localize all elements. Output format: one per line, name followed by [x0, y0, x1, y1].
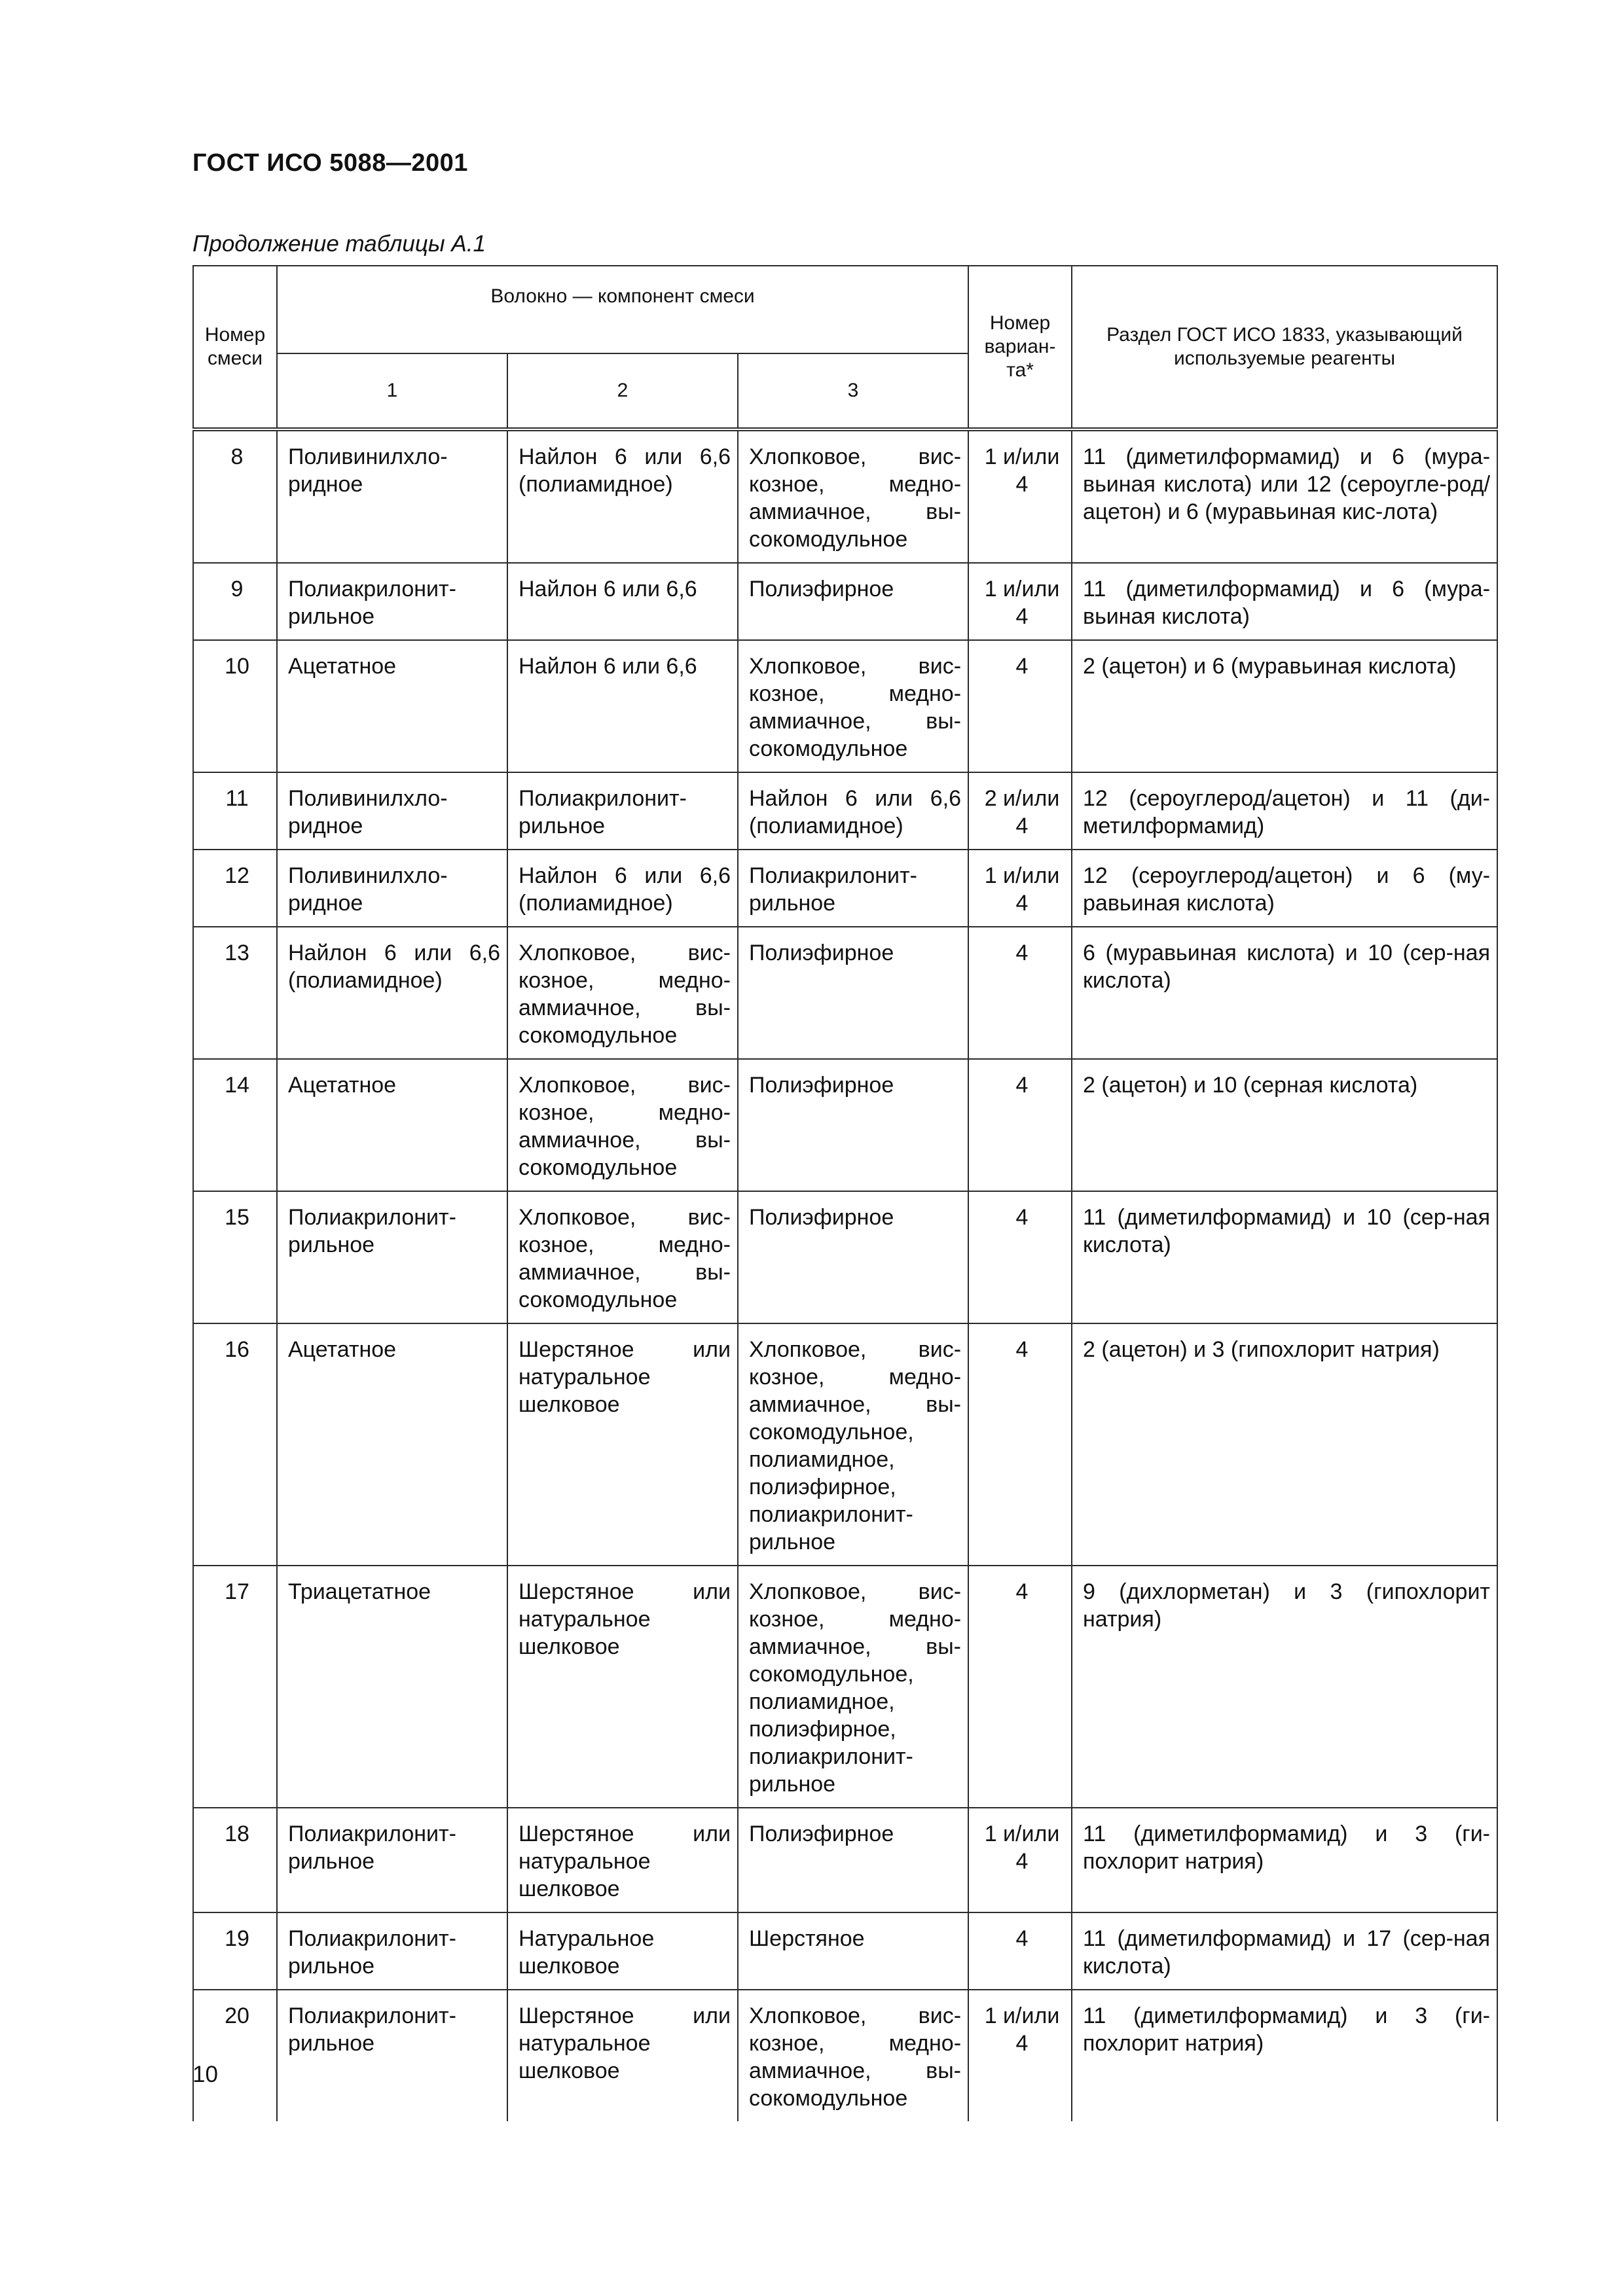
cell-mix-number: 14: [193, 1059, 277, 1191]
cell-fiber-1: Полиакрилонит-рильное: [277, 1808, 507, 1912]
page-number: 10: [192, 2062, 218, 2087]
cell-fiber-2: Хлопковое, вис-козное, медно-аммиачное, вы-сокомодульное: [507, 1059, 738, 1191]
header-col-2: 2: [507, 353, 738, 429]
cell-fiber-2: Полиакрилонит-рильное: [507, 772, 738, 850]
header-fiber-component: Волокно — компонент смеси: [277, 266, 968, 353]
cell-mix-number: 13: [193, 927, 277, 1059]
cell-mix-number: 19: [193, 1912, 277, 1990]
cell-mix-number: 11: [193, 772, 277, 850]
cell-fiber-1: Полиакрилонит-рильное: [277, 1191, 507, 1323]
cell-fiber-3: Хлопковое, вис-козное, медно-аммиачное, вы-сокомодульное, полиамидное, полиэфирное, полиакрилонит-рильное: [738, 1566, 968, 1808]
cell-section: 12 (сероуглерод/ацетон) и 11 (ди-метилформамид): [1072, 772, 1497, 850]
cell-fiber-3: Хлопковое, вис-козное, медно-аммиачное, вы-сокомодульное: [738, 640, 968, 772]
document-header: ГОСТ ИСО 5088—2001: [192, 149, 468, 177]
cell-section: 11 (диметилформамид) и 6 (мура-вьиная кислота) или 12 (сероугле-род/ацетон) и 6 (муравьиная кис-лота): [1072, 429, 1497, 563]
cell-variant: 1 и/или 4: [968, 850, 1072, 927]
cell-section: 12 (сероуглерод/ацетон) и 6 (му-равьиная кислота): [1072, 850, 1497, 927]
cell-fiber-3: Полиэфирное: [738, 1059, 968, 1191]
header-col-3: 3: [738, 353, 968, 429]
cell-mix-number: 15: [193, 1191, 277, 1323]
table-row: [193, 429, 1497, 563]
cell-section: 11 (диметилформамид) и 17 (сер-ная кислота): [1072, 1912, 1497, 1990]
cell-fiber-2: Шерстяное или натуральное шелковое: [507, 1323, 738, 1566]
cell-fiber-2: Шерстяное или натуральное шелковое: [507, 1808, 738, 1912]
table-row: [193, 1566, 1497, 1808]
cell-fiber-2: Хлопковое, вис-козное, медно-аммиачное, вы-сокомодульное: [507, 1191, 738, 1323]
cell-fiber-3: Шерстяное: [738, 1912, 968, 1990]
cell-fiber-1: Ацетатное: [277, 1323, 507, 1566]
cell-fiber-1: Найлон 6 или 6,6 (полиамидное): [277, 927, 507, 1059]
cell-variant: 4: [968, 927, 1072, 1059]
cell-variant: 4: [968, 1566, 1072, 1808]
cell-variant: 4: [968, 640, 1072, 772]
table-caption: Продолжение таблицы А.1: [192, 231, 486, 257]
cell-fiber-2: Найлон 6 или 6,6 (полиамидное): [507, 429, 738, 563]
fiber-mixture-table: [192, 265, 1498, 2121]
cell-fiber-1: Ацетатное: [277, 1059, 507, 1191]
cell-fiber-3: Полиэфирное: [738, 1808, 968, 1912]
cell-fiber-1: Поливинилхло-ридное: [277, 772, 507, 850]
header-section: Раздел ГОСТ ИСО 1833, указывающий используемые реагенты: [1072, 266, 1497, 429]
cell-variant: 2 и/или 4: [968, 772, 1072, 850]
cell-mix-number: 10: [193, 640, 277, 772]
cell-mix-number: 9: [193, 563, 277, 640]
cell-fiber-1: Поливинилхло-ридное: [277, 429, 507, 563]
cell-section: 2 (ацетон) и 10 (серная кислота): [1072, 1059, 1497, 1191]
table-row: [193, 772, 1497, 850]
cell-section: 2 (ацетон) и 3 (гипохлорит натрия): [1072, 1323, 1497, 1566]
cell-fiber-2: Найлон 6 или 6,6: [507, 640, 738, 772]
table-row: [193, 1059, 1497, 1191]
table-row: [193, 1191, 1497, 1323]
cell-fiber-2: Натуральное шелковое: [507, 1912, 738, 1990]
table-row: [193, 1912, 1497, 1990]
table-row: [193, 1808, 1497, 1912]
cell-fiber-3: Хлопковое, вис-козное, медно-аммиачное, вы-сокомодульное: [738, 429, 968, 563]
cell-fiber-1: Полиакрилонит-рильное: [277, 1912, 507, 1990]
cell-variant: 1 и/или 4: [968, 563, 1072, 640]
cell-variant: 1 и/или 4: [968, 1990, 1072, 2121]
cell-fiber-1: Полиакрилонит-рильное: [277, 563, 507, 640]
table-row: [193, 1323, 1497, 1566]
cell-fiber-2: Хлопковое, вис-козное, медно-аммиачное, вы-сокомодульное: [507, 927, 738, 1059]
cell-section: 11 (диметилформамид) и 3 (ги-похлорит натрия): [1072, 1990, 1497, 2121]
cell-section: 6 (муравьиная кислота) и 10 (сер-ная кислота): [1072, 927, 1497, 1059]
cell-fiber-3: Полиэфирное: [738, 563, 968, 640]
cell-fiber-3: Хлопковое, вис-козное, медно-аммиачное, вы-сокомодульное, полиамидное, полиэфирное, полиакрилонит-рильное: [738, 1323, 968, 1566]
cell-fiber-2: Шерстяное или натуральное шелковое: [507, 1990, 738, 2121]
cell-fiber-3: Полиэфирное: [738, 1191, 968, 1323]
cell-variant: 4: [968, 1059, 1072, 1191]
table-row: [193, 850, 1497, 927]
table-row: [193, 927, 1497, 1059]
cell-fiber-3: Полиэфирное: [738, 927, 968, 1059]
cell-section: 11 (диметилформамид) и 6 (мура-вьиная кислота): [1072, 563, 1497, 640]
cell-fiber-1: Полиакрилонит-рильное: [277, 1990, 507, 2121]
cell-section: 2 (ацетон) и 6 (муравьиная кислота): [1072, 640, 1497, 772]
cell-mix-number: 8: [193, 429, 277, 563]
cell-section: 11 (диметилформамид) и 3 (ги-похлорит натрия): [1072, 1808, 1497, 1912]
cell-fiber-3: Хлопковое, вис-козное, медно-аммиачное, вы-сокомодульное: [738, 1990, 968, 2121]
table-row: [193, 640, 1497, 772]
cell-variant: 4: [968, 1191, 1072, 1323]
cell-fiber-1: Триацетатное: [277, 1566, 507, 1808]
cell-section: 9 (дихлорметан) и 3 (гипохлорит натрия): [1072, 1566, 1497, 1808]
header-col-1: 1: [277, 353, 507, 429]
cell-mix-number: 20: [193, 1990, 277, 2121]
cell-fiber-3: Найлон 6 или 6,6 (полиамидное): [738, 772, 968, 850]
cell-fiber-1: Поливинилхло-ридное: [277, 850, 507, 927]
table-row: [193, 563, 1497, 640]
cell-mix-number: 12: [193, 850, 277, 927]
cell-section: 11 (диметилформамид) и 10 (сер-ная кислота): [1072, 1191, 1497, 1323]
cell-fiber-2: Шерстяное или натуральное шелковое: [507, 1566, 738, 1808]
cell-variant: 1 и/или 4: [968, 1808, 1072, 1912]
cell-fiber-1: Ацетатное: [277, 640, 507, 772]
cell-mix-number: 17: [193, 1566, 277, 1808]
cell-fiber-3: Полиакрилонит-рильное: [738, 850, 968, 927]
cell-mix-number: 16: [193, 1323, 277, 1566]
cell-fiber-2: Найлон 6 или 6,6 (полиамидное): [507, 850, 738, 927]
cell-fiber-2: Найлон 6 или 6,6: [507, 563, 738, 640]
header-variant: Номер вариан-та*: [968, 266, 1072, 429]
cell-variant: 4: [968, 1323, 1072, 1566]
cell-mix-number: 18: [193, 1808, 277, 1912]
table-row: [193, 1990, 1497, 2121]
header-mix-number: Номер смеси: [193, 266, 277, 429]
cell-variant: 1 и/или 4: [968, 429, 1072, 563]
cell-variant: 4: [968, 1912, 1072, 1990]
